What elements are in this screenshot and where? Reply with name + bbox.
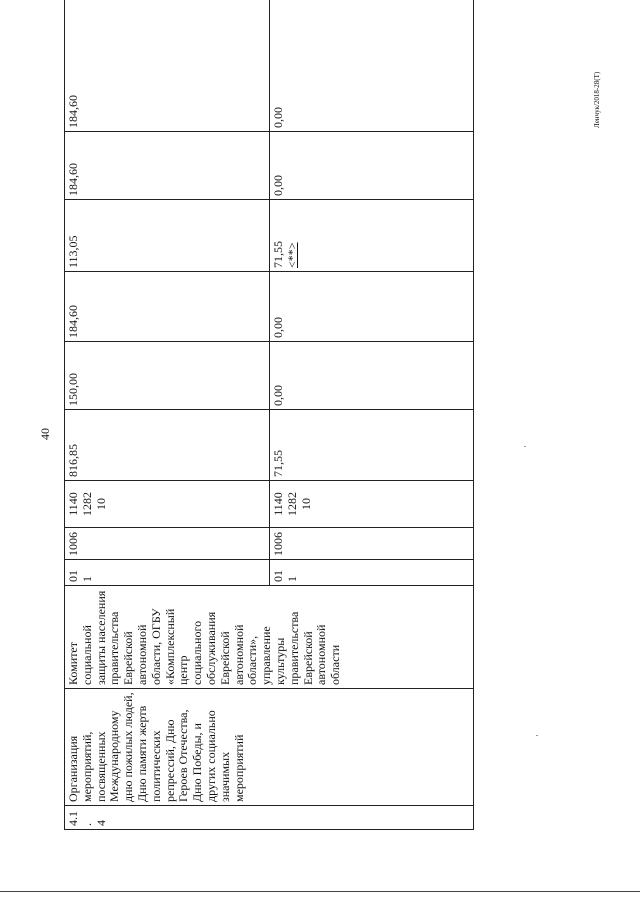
rz-cell: 1006 — [270, 528, 474, 560]
row-number-cell: 4.1. 4 — [65, 806, 474, 830]
year-2015-cell: 150,00 — [65, 342, 270, 410]
scan-speck — [536, 735, 538, 736]
year-2017-cell — [270, 200, 474, 272]
table-row — [65, 0, 270, 830]
activity-cell: Организация мероприятий, посвященных Международному дню пожилых людей, Дню памяти жертв политических репрессий, Дню Героев Отечества, Дню Победы, и других социально значимых мероприятий — [65, 689, 474, 806]
rz-cell: 1006 — [65, 528, 270, 560]
document-code: Ленчук/2018-28(Т) — [593, 71, 601, 128]
year-2017-value: 113,05 — [66, 235, 80, 268]
csr-cell: 1140 1282 10 — [65, 481, 270, 528]
grbs-cell: 01 1 — [65, 560, 270, 586]
year-2015-cell: 0,00 — [270, 342, 474, 410]
footnote-mark: <**> — [284, 242, 299, 268]
year-2016-cell: 184,60 — [65, 272, 270, 342]
year-2018-cell: 0,00 — [270, 132, 474, 200]
year-2017-cell — [65, 200, 270, 272]
total-cell: 816,85 — [65, 410, 270, 481]
year-2019-cell: 184,60 — [65, 0, 270, 132]
year-2018-cell: 184,60 — [65, 132, 270, 200]
year-2017-value: 71,55 — [271, 241, 285, 268]
executor-cell: Комитет социальной защиты населения правительства Еврейской автономной области, ОГБУ «Комплексный центр социального обслуживания Еврейской автономной области», управление культуры правительства Еврейской автономной области — [65, 586, 474, 689]
total-cell: 71,55 — [270, 410, 474, 481]
budget-table — [64, 0, 474, 830]
year-2016-cell: 0,00 — [270, 272, 474, 342]
scan-speck — [524, 446, 526, 447]
rotated-table-container — [64, 60, 473, 830]
csr-cell: 1140 1282 10 — [270, 481, 474, 528]
grbs-cell: 01 1 — [270, 560, 474, 586]
year-2019-cell: 0,00 — [270, 0, 474, 132]
page-number: 40 — [38, 428, 52, 440]
bottom-rule — [0, 891, 640, 892]
